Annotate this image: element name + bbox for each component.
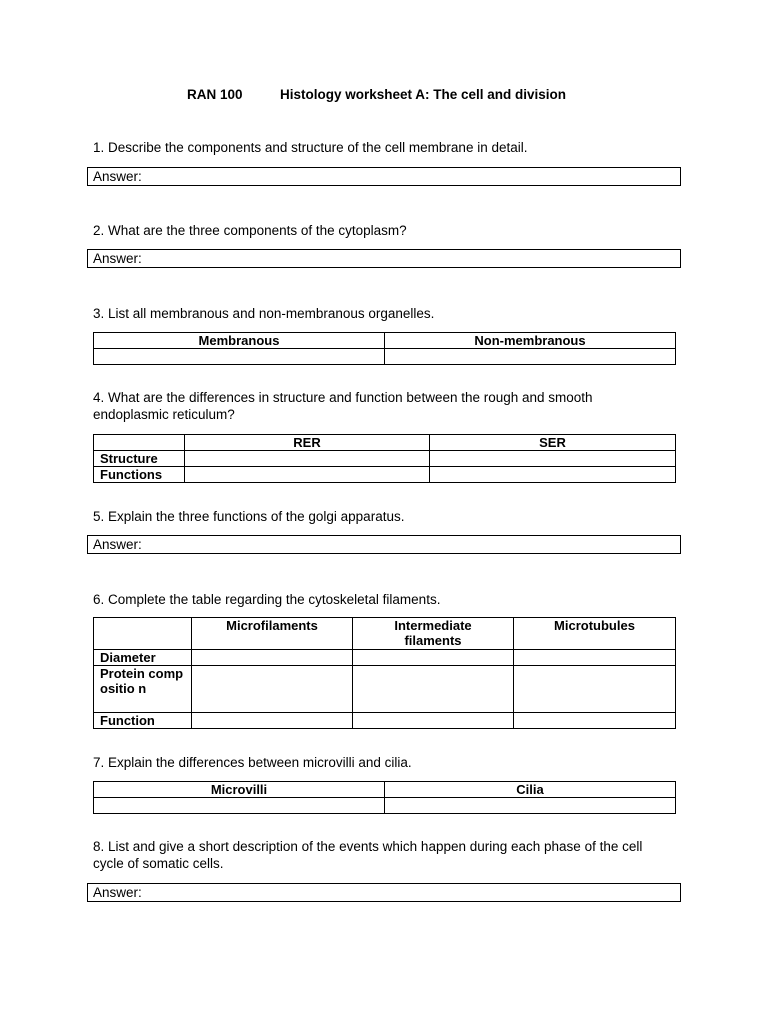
answer-box-2[interactable]: Answer:: [87, 249, 681, 268]
cell-ser-functions[interactable]: [430, 467, 676, 483]
cell-non-membranous[interactable]: [385, 349, 676, 365]
col-ser: SER: [430, 435, 676, 451]
col-membranous: Membranous: [94, 333, 385, 349]
row-diameter: Diameter: [94, 650, 192, 666]
question-8-line-2: cycle of somatic cells.: [93, 856, 224, 871]
col-non-membranous: Non-membranous: [385, 333, 676, 349]
cell-microtubules-diameter[interactable]: [514, 650, 676, 666]
cell-microfilaments-function[interactable]: [192, 713, 353, 729]
question-7: 7. Explain the differences between microvilli and cilia.: [93, 755, 412, 770]
answer-box-8[interactable]: Answer:: [87, 883, 681, 902]
row-function: Function: [94, 713, 192, 729]
col-microvilli: Microvilli: [94, 782, 385, 798]
cell-intermediate-function[interactable]: [353, 713, 514, 729]
cell-cilia[interactable]: [385, 798, 676, 814]
cell-ser-structure[interactable]: [430, 451, 676, 467]
organelles-table: [93, 332, 676, 365]
cell-microtubules-protein[interactable]: [514, 666, 676, 713]
question-4: [93, 389, 593, 423]
question-5: 5. Explain the three functions of the golgi apparatus.: [93, 509, 405, 524]
answer-box-5[interactable]: Answer:: [87, 535, 681, 554]
microvilli-cilia-table: [93, 781, 676, 814]
col-intermediate-filaments: Intermediate filaments: [353, 618, 514, 650]
question-4-line-1: 4. What are the differences in structure and function between the rough and smooth: [93, 390, 593, 405]
col-cilia: Cilia: [385, 782, 676, 798]
row-protein-composition: Protein compositio n: [94, 666, 192, 713]
worksheet-title: Histology worksheet A: The cell and division: [280, 87, 567, 102]
page-title: [0, 87, 768, 105]
cell-membranous[interactable]: [94, 349, 385, 365]
er-table: [93, 434, 676, 483]
question-3: 3. List all membranous and non-membranous organelles.: [93, 306, 435, 321]
cell-microfilaments-protein[interactable]: [192, 666, 353, 713]
cell-intermediate-protein[interactable]: [353, 666, 514, 713]
col-microtubules: Microtubules: [514, 618, 676, 650]
row-functions: Functions: [94, 467, 185, 483]
cell-microvilli[interactable]: [94, 798, 385, 814]
cell-microtubules-function[interactable]: [514, 713, 676, 729]
er-corner-cell: [94, 435, 185, 451]
col-rer: RER: [185, 435, 430, 451]
cell-intermediate-diameter[interactable]: [353, 650, 514, 666]
question-8: [93, 838, 642, 872]
question-1: 1. Describe the components and structure of the cell membrane in detail.: [93, 140, 528, 155]
cell-rer-structure[interactable]: [185, 451, 430, 467]
cyto-corner-cell: [94, 618, 192, 650]
cytoskeleton-table: [93, 617, 676, 729]
answer-box-1[interactable]: Answer:: [87, 167, 681, 186]
question-2: 2. What are the three components of the cytoplasm?: [93, 223, 407, 238]
course-code: RAN 100: [187, 87, 243, 102]
col-microfilaments: Microfilaments: [192, 618, 353, 650]
question-8-line-1: 8. List and give a short description of the events which happen during each phase of the cell: [93, 839, 643, 854]
cell-microfilaments-diameter[interactable]: [192, 650, 353, 666]
cell-rer-functions[interactable]: [185, 467, 430, 483]
question-6: 6. Complete the table regarding the cytoskeletal filaments.: [93, 592, 441, 607]
row-structure: Structure: [94, 451, 185, 467]
question-4-line-2: endoplasmic reticulum?: [93, 407, 235, 422]
